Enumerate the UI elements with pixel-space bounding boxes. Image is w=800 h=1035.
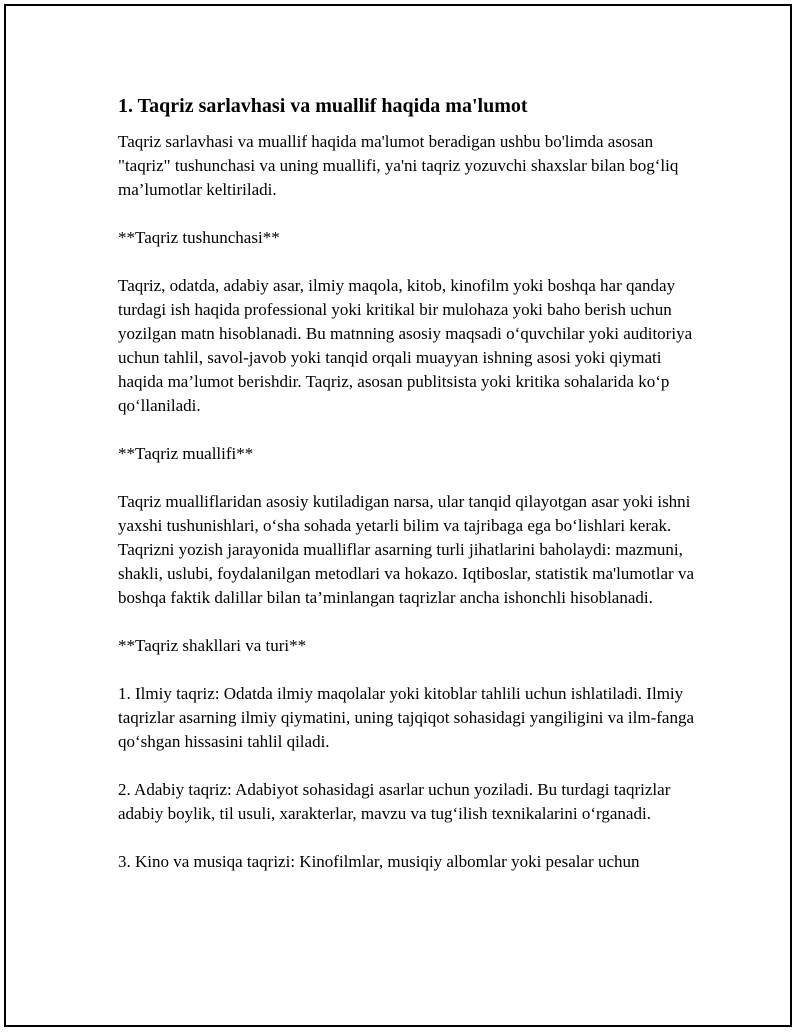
list-item-kino-musiqa-taqrizi: 3. Kino va musiqa taqrizi: Kinofilmlar, musiqiy albomlar yoki pesalar uchun (118, 852, 640, 871)
subheading-taqriz-tushunchasi: **Taqriz tushunchasi** (118, 228, 280, 247)
section-heading: 1. Taqriz sarlavhasi va muallif haqida ma'lumot (118, 95, 528, 117)
author-paragraph: Taqriz mualliflaridan asosiy kutiladigan narsa, ular tanqid qilayotgan asar yoki ishni yaxshi tushunishlari, o‘sha sohada yetarli bilim va tajribaga ega bo‘lishlari kerak. Taqrizni yozish jarayonida mualliflar asarning turli jihatlarini baholaydi: mazmuni, shakli, uslubi, foydalanilgan metodlari va hokazo. Iqtiboslar, statistik ma'lumotlar va boshqa faktik dalillar bilan ta’minlangan taqrizlar ancha ishonchli hisoblanadi. (118, 492, 695, 607)
intro-paragraph: Taqriz sarlavhasi va muallif haqida ma'lumot beradigan ushbu bo'limda asosan "taqriz" tushunchasi va uning muallifi, ya'ni taqriz yozuvchi shaxslar bilan bog‘liq ma’lumotlar keltiriladi. (118, 132, 679, 199)
document-body (118, 94, 698, 898)
definition-paragraph: Taqriz, odatda, adabiy asar, ilmiy maqola, kitob, kinofilm yoki boshqa har qanday turdagi ish haqida professional yoki kritikal bir mulohaza yoki baho berish uchun yozilgan matn hisoblanadi. Bu matnning asosiy maqsadi o‘quvchilar yoki auditoriya uchun tahlil, savol-javob yoki tanqid orqali muayyan ishning asosi yoki qiymati haqida ma’lumot berishdir. Taqriz, asosan publitsista yoki kritika sohalarida ko‘p qo‘llaniladi. (118, 276, 693, 415)
list-item-ilmiy-taqriz: 1. Ilmiy taqriz: Odatda ilmiy maqolalar yoki kitoblar tahlili uchun ishlatiladi. Ilmiy taqrizlar asarning ilmiy qiymatini, uning tajqiqot sohasidagi yangiligini va ilm-fanga qo‘shgan hissasini tahlil qiladi. (118, 684, 694, 751)
subheading-shakllari-va-turi: **Taqriz shakllari va turi** (118, 636, 307, 655)
list-item-adabiy-taqriz: 2. Adabiy taqriz: Adabiyot sohasidagi asarlar uchun yoziladi. Bu turdagi taqrizlar adabiy boylik, til usuli, xarakterlar, mavzu va tug‘ilish texnikalarini o‘rganadi. (118, 780, 671, 823)
subheading-taqriz-muallifi: **Taqriz muallifi** (118, 444, 254, 463)
